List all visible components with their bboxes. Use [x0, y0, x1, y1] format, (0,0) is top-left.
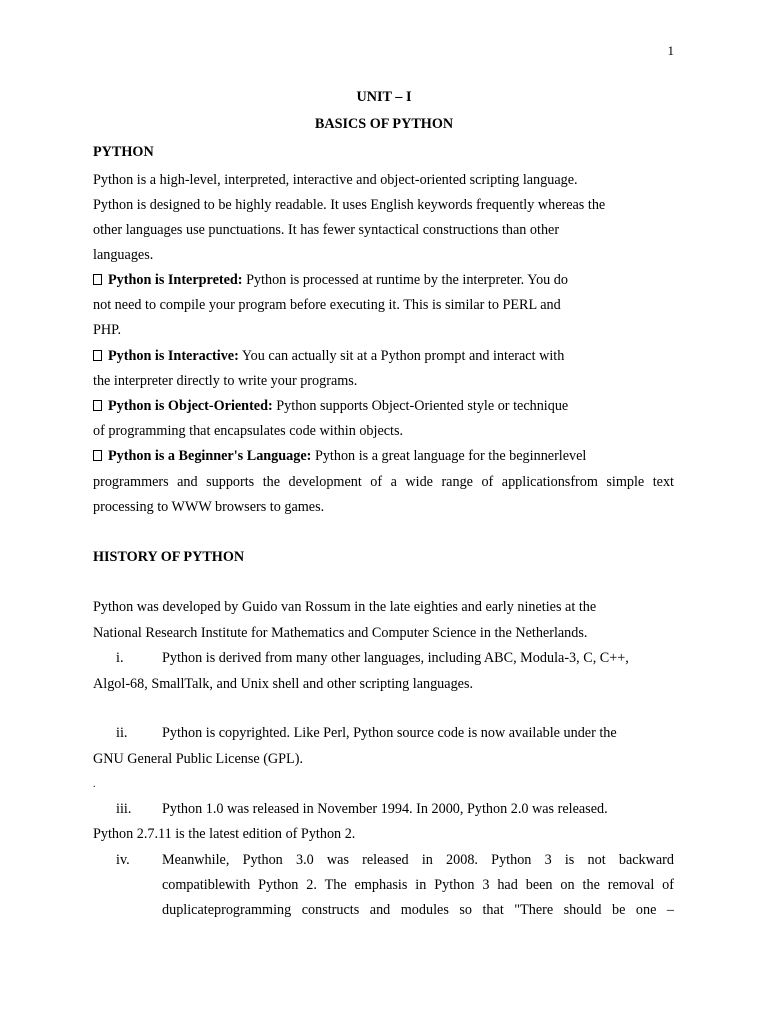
paragraph-line: not need to compile your program before executing it. This is similar to PERL and — [93, 297, 561, 313]
stray-dot: . — [93, 779, 96, 790]
paragraph-line: Python is a high-level, interpreted, interactive and object-oriented scripting language. — [93, 172, 578, 188]
list-item-text: compatiblewith Python 2. The emphasis in Python 3 had been on the removal of — [162, 877, 674, 893]
paragraph-line: National Research Institute for Mathematics and Computer Science in the Netherlands. — [93, 625, 588, 641]
list-item-text: Algol-68, SmallTalk, and Unix shell and other scripting languages. — [93, 676, 474, 692]
list-number: iv. — [116, 852, 130, 868]
bullet-label: Python is Object-Oriented: — [108, 398, 273, 414]
bullet-interpreted — [93, 271, 568, 289]
bullet-box-icon — [93, 350, 102, 361]
page-number: 1 — [667, 43, 674, 58]
paragraph-line: the interpreter directly to write your programs. — [93, 373, 358, 389]
bullet-text: You can actually sit at a Python prompt and interact with — [238, 348, 565, 364]
list-item-text: Python is copyrighted. Like Perl, Python source code is now available under the — [162, 725, 617, 741]
unit-heading: UNIT – I — [356, 89, 412, 105]
section-heading-python: PYTHON — [93, 144, 154, 160]
list-item-text: Python 1.0 was released in November 1994. In 2000, Python 2.0 was released. — [162, 801, 608, 817]
bullet-text: Python supports Object-Oriented style or technique — [272, 398, 569, 414]
bullet-label: Python is Interactive: — [108, 348, 239, 364]
paragraph-line: PHP. — [93, 322, 121, 338]
list-number: i. — [116, 650, 124, 666]
paragraph-line: processing to WWW browsers to games. — [93, 499, 325, 515]
bullet-label: Python is a Beginner's Language: — [108, 448, 312, 464]
bullet-text: Python is processed at runtime by the interpreter. You do — [242, 272, 568, 288]
paragraph-line: other languages use punctuations. It has fewer syntactical constructions than other — [93, 222, 560, 238]
bullet-beginners-language — [93, 447, 586, 465]
paragraph-line: programmers and supports the development of a wide range of applicationsfrom simple text — [93, 474, 674, 490]
bullet-box-icon — [93, 274, 102, 285]
list-number: ii. — [116, 725, 128, 741]
bullet-box-icon — [93, 450, 102, 461]
list-number: iii. — [116, 801, 132, 817]
paragraph-line: of programming that encapsulates code within objects. — [93, 423, 404, 439]
paragraph-line: languages. — [93, 247, 154, 263]
bullet-text: Python is a great language for the beginnerlevel — [311, 448, 587, 464]
list-item-text: duplicateprogramming constructs and modules so that "There should be one – — [162, 902, 674, 918]
bullet-interactive — [93, 347, 564, 365]
paragraph-line: Python was developed by Guido van Rossum in the late eighties and early nineties at the — [93, 599, 597, 615]
section-heading-history: HISTORY OF PYTHON — [93, 549, 245, 565]
bullet-object-oriented — [93, 397, 568, 415]
list-item-text: Meanwhile, Python 3.0 was released in 2008. Python 3 is not backward — [162, 852, 674, 868]
paragraph-line: Python is designed to be highly readable. It uses English keywords frequently whereas the — [93, 197, 606, 213]
bullet-box-icon — [93, 400, 102, 411]
list-item-text: Python 2.7.11 is the latest edition of Python 2. — [93, 826, 356, 842]
list-item-text: GNU General Public License (GPL). — [93, 751, 303, 767]
list-item-text: Python is derived from many other languages, including ABC, Modula-3, C, C++, — [162, 650, 629, 666]
document-title: BASICS OF PYTHON — [314, 116, 454, 132]
bullet-label: Python is Interpreted: — [108, 272, 243, 288]
